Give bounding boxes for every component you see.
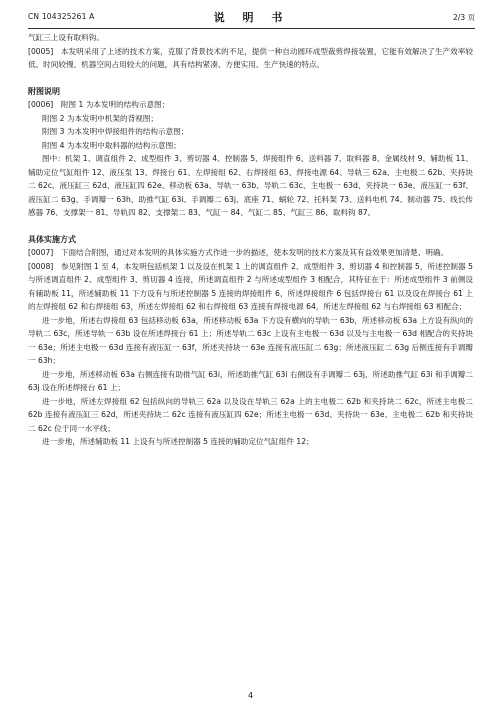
page-header [28,8,475,29]
paragraph-0007: [0007] 下面结合附图，通过对本发明的具体实施方式作进一步的描述，使本发明的技术方案及其有益效果更加清楚、明确。 [28,248,449,257]
paragraph-0005: [0005] 本发明采用了上述的技术方案，克服了背景技术的不足，提供一种自动圆环成型裁剪焊接装置，它能有效解决了生产效率较低、时间较慢、机器空间占用较大的问题，具有结构紧凑、方便实用、生产快速的特点。 [28,46,473,69]
paragraph-0008: [0008] 参见附图 1 至 4，本发明包括机架 1 以及设在机架 1 上的调直组件 2、成型组件 3、剪切器 4 和控制器 5，所述控制器 5 与所述调直组件 2、成型组件 3、剪切器 4 连接，所述调直组件 2 与所述成型组件 3 相配合，其特征在于：所述成型组件 3 前侧设有辅助板 11，所述辅助板 11 下方设有与所述控制器 5 连接的焊接组件 6，所述焊接组件 6 包括焊接台 61 以及设在焊接台 61 上的左焊接组 62 和右焊接组 63，所述左焊接组 62 和右焊接组 63 连接有焊接电源 64，所述左焊接组 62 与右焊接组 63 相配合； [28,261,473,311]
figure-desc-4: 附图 4 为本发明中取料器的结构示意图； [42,140,181,150]
figure-desc-2: 附图 2 为本发明中机架的背视图； [42,113,158,123]
paragraph-0006: [0006] 附图 1 为本发明的结构示意图； [28,100,170,109]
section-heading-figures: 附图说明 [28,86,60,96]
paragraph-right-weld-group: 进一步地，所述右焊接组 63 包括移动板 63a，所述移动板 63a 下方设有横向的导轨一 63b，所述移动板 63a 上方设有纵向的导轨二 63c，所述导轨一 63b 设在所述焊接台 61 上；所述导轨二 63c 上设有主电极一 63d 以及与主电极一 63d 相配合的夹持块一 63e；所述主电极一 63d 连接有液压缸一 63f，所述夹持块一 63e 连接有液压缸二 63g；所述液压缸二 63g 后侧连接有手调瓣一 63h； [28,315,473,365]
paragraph-auxiliary-plate: 进一步地，所述辅助板 11 上设有与所述控制器 5 连接的辅助定位气缸组件 12； [42,437,314,446]
spacer [28,72,473,85]
section-heading-embodiment: 具体实施方式 [28,234,76,244]
page-number: 4 [247,691,254,700]
page-indicator: 2/3 页 [453,13,475,22]
paragraph-left-weld-group: 进一步地，所述左焊接组 62 包括纵向的导轨三 62a 以及设在导轨三 62a 上的主电极二 62b 和夹持块二 62c，所述主电极二 62b 连接有液压缸三 62d，所述夹持块二 62c 连接有液压缸四 62e；所述主电极一 63d、夹持块一 63e、主电极二 62b 和夹持块二 62c 位于同一水平线； [28,396,473,433]
publication-number: CN 104325261 A [28,12,95,21]
paragraph-push-cylinder: 进一步地，所述移动板 63a 右侧连接有助推气缸 63i，所述助推气缸 63i 右侧设有手调瓣二 63j，所述助推气缸 63i 和手调瓣二 63j 设在所述焊接台 61 上； [28,369,473,392]
paragraph-continuation: 气缸三上设有取料钩。 [28,33,104,42]
spacer [28,220,473,233]
document-body [28,31,473,449]
document-title: 说 明 书 [213,11,290,24]
figure-desc-3: 附图 3 为本发明中焊接组件的结构示意图； [42,127,189,136]
figure-legend: 图中：机架 1、调直组件 2、成型组件 3、剪切器 4、控制器 5、焊接组件 6、送料器 7、取料器 8、金属线材 9、辅助板 11、辅助定位气缸组件 12、液压泵 13、焊接台 61、左焊接组 62、右焊接组 63、焊接电源 64、导轨三 62a、主电极二 62b、夹持块二 62c、液压缸三 62d、液压缸四 62e、移动板 63a、导轨一 63b、导轨二 63c、主电极一 63d、夹持块一 63e、液压缸一 63f、液压缸二 63g、手调瓣一 63h、助推气缸 63i、手调瓣二 63j、底座 71、蜗轮 72、托料架 73、送料电机 74、制动器 75、线长传感器 76、支撑架一 81、导轨四 82、支撑架二 83、气缸一 84、气缸二 85、气缸三 86、取料钩 87。 [28,154,473,217]
